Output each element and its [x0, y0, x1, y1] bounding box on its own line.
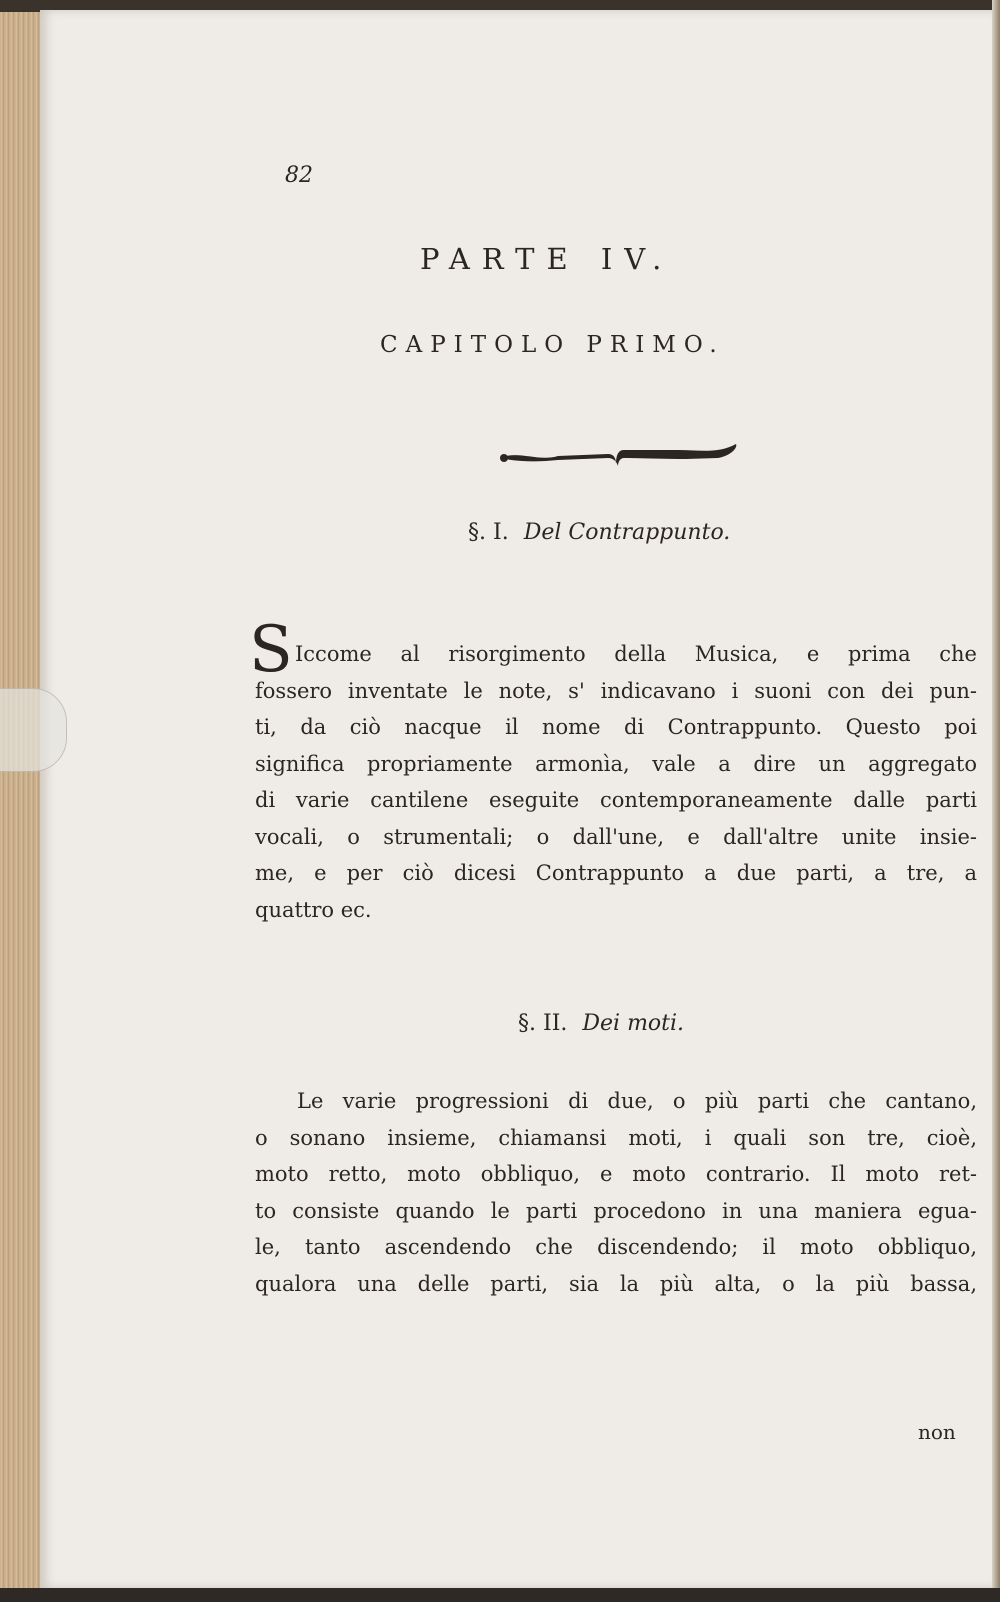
section-2-heading: [518, 1011, 684, 1036]
section-2-paragraph: [255, 1083, 977, 1302]
part-heading: PARTE IV.: [420, 242, 674, 276]
drop-cap: S: [249, 613, 293, 687]
text-line: [249, 613, 977, 687]
section-number: I.: [493, 520, 509, 545]
text-line: me, e per ciò dicesi Contrappunto a due parti, a tre, a: [255, 861, 977, 885]
text-line: to consiste quando le parti procedono in una maniera egua-: [255, 1198, 977, 1223]
text-line: moto retto, moto obbliquo, e moto contrario. Il moto ret-: [255, 1162, 977, 1186]
text-line: o sonano insieme, chiamansi moti, i quali son tre, cioè,: [255, 1125, 977, 1150]
text-line: le, tanto ascendendo che discendendo; il moto obbliquo,: [255, 1235, 977, 1259]
decorative-flourish-icon: [498, 440, 743, 468]
text-line: vocali, o strumentali; o dall'une, e dall'altre unite insie-: [255, 824, 977, 849]
text-line: significa propriamente armonìa, vale a dire un aggregato: [255, 751, 977, 776]
page-edges: [0, 12, 40, 1590]
catchword: non: [918, 1420, 956, 1444]
section-1-paragraph: [249, 613, 977, 928]
section-symbol: §.: [468, 520, 486, 545]
scan-bottom-edge: [0, 1588, 1000, 1602]
text-line: fossero inventate le note, s' indicavano i suoni con dei pun-: [255, 678, 977, 703]
chapter-heading: CAPITOLO PRIMO.: [380, 332, 725, 358]
text-line: Le varie progressioni di due, o più parti che cantano,: [297, 1089, 977, 1113]
scan-right-edge: [992, 0, 1000, 1602]
text-line: qualora una delle parti, sia la più alta, o la più bassa,: [255, 1271, 977, 1296]
page-marker-tab: [0, 688, 67, 772]
section-1-heading: [468, 520, 730, 545]
section-title: Del Contrappunto.: [523, 520, 731, 545]
text-line: di varie cantilene eseguite contemporaneamente dalle parti: [255, 788, 977, 812]
section-number: II.: [543, 1011, 568, 1036]
text-line: ti, da ciò nacque il nome di Contrappunto. Questo poi: [255, 715, 977, 739]
text-line: quattro ec.: [255, 897, 372, 922]
section-title: Dei moti.: [582, 1011, 685, 1036]
page-number: 82: [285, 163, 313, 188]
section-symbol: §.: [518, 1011, 536, 1036]
text-line-content: Iccome al risorgimento della Musica, e prima che: [295, 642, 977, 666]
